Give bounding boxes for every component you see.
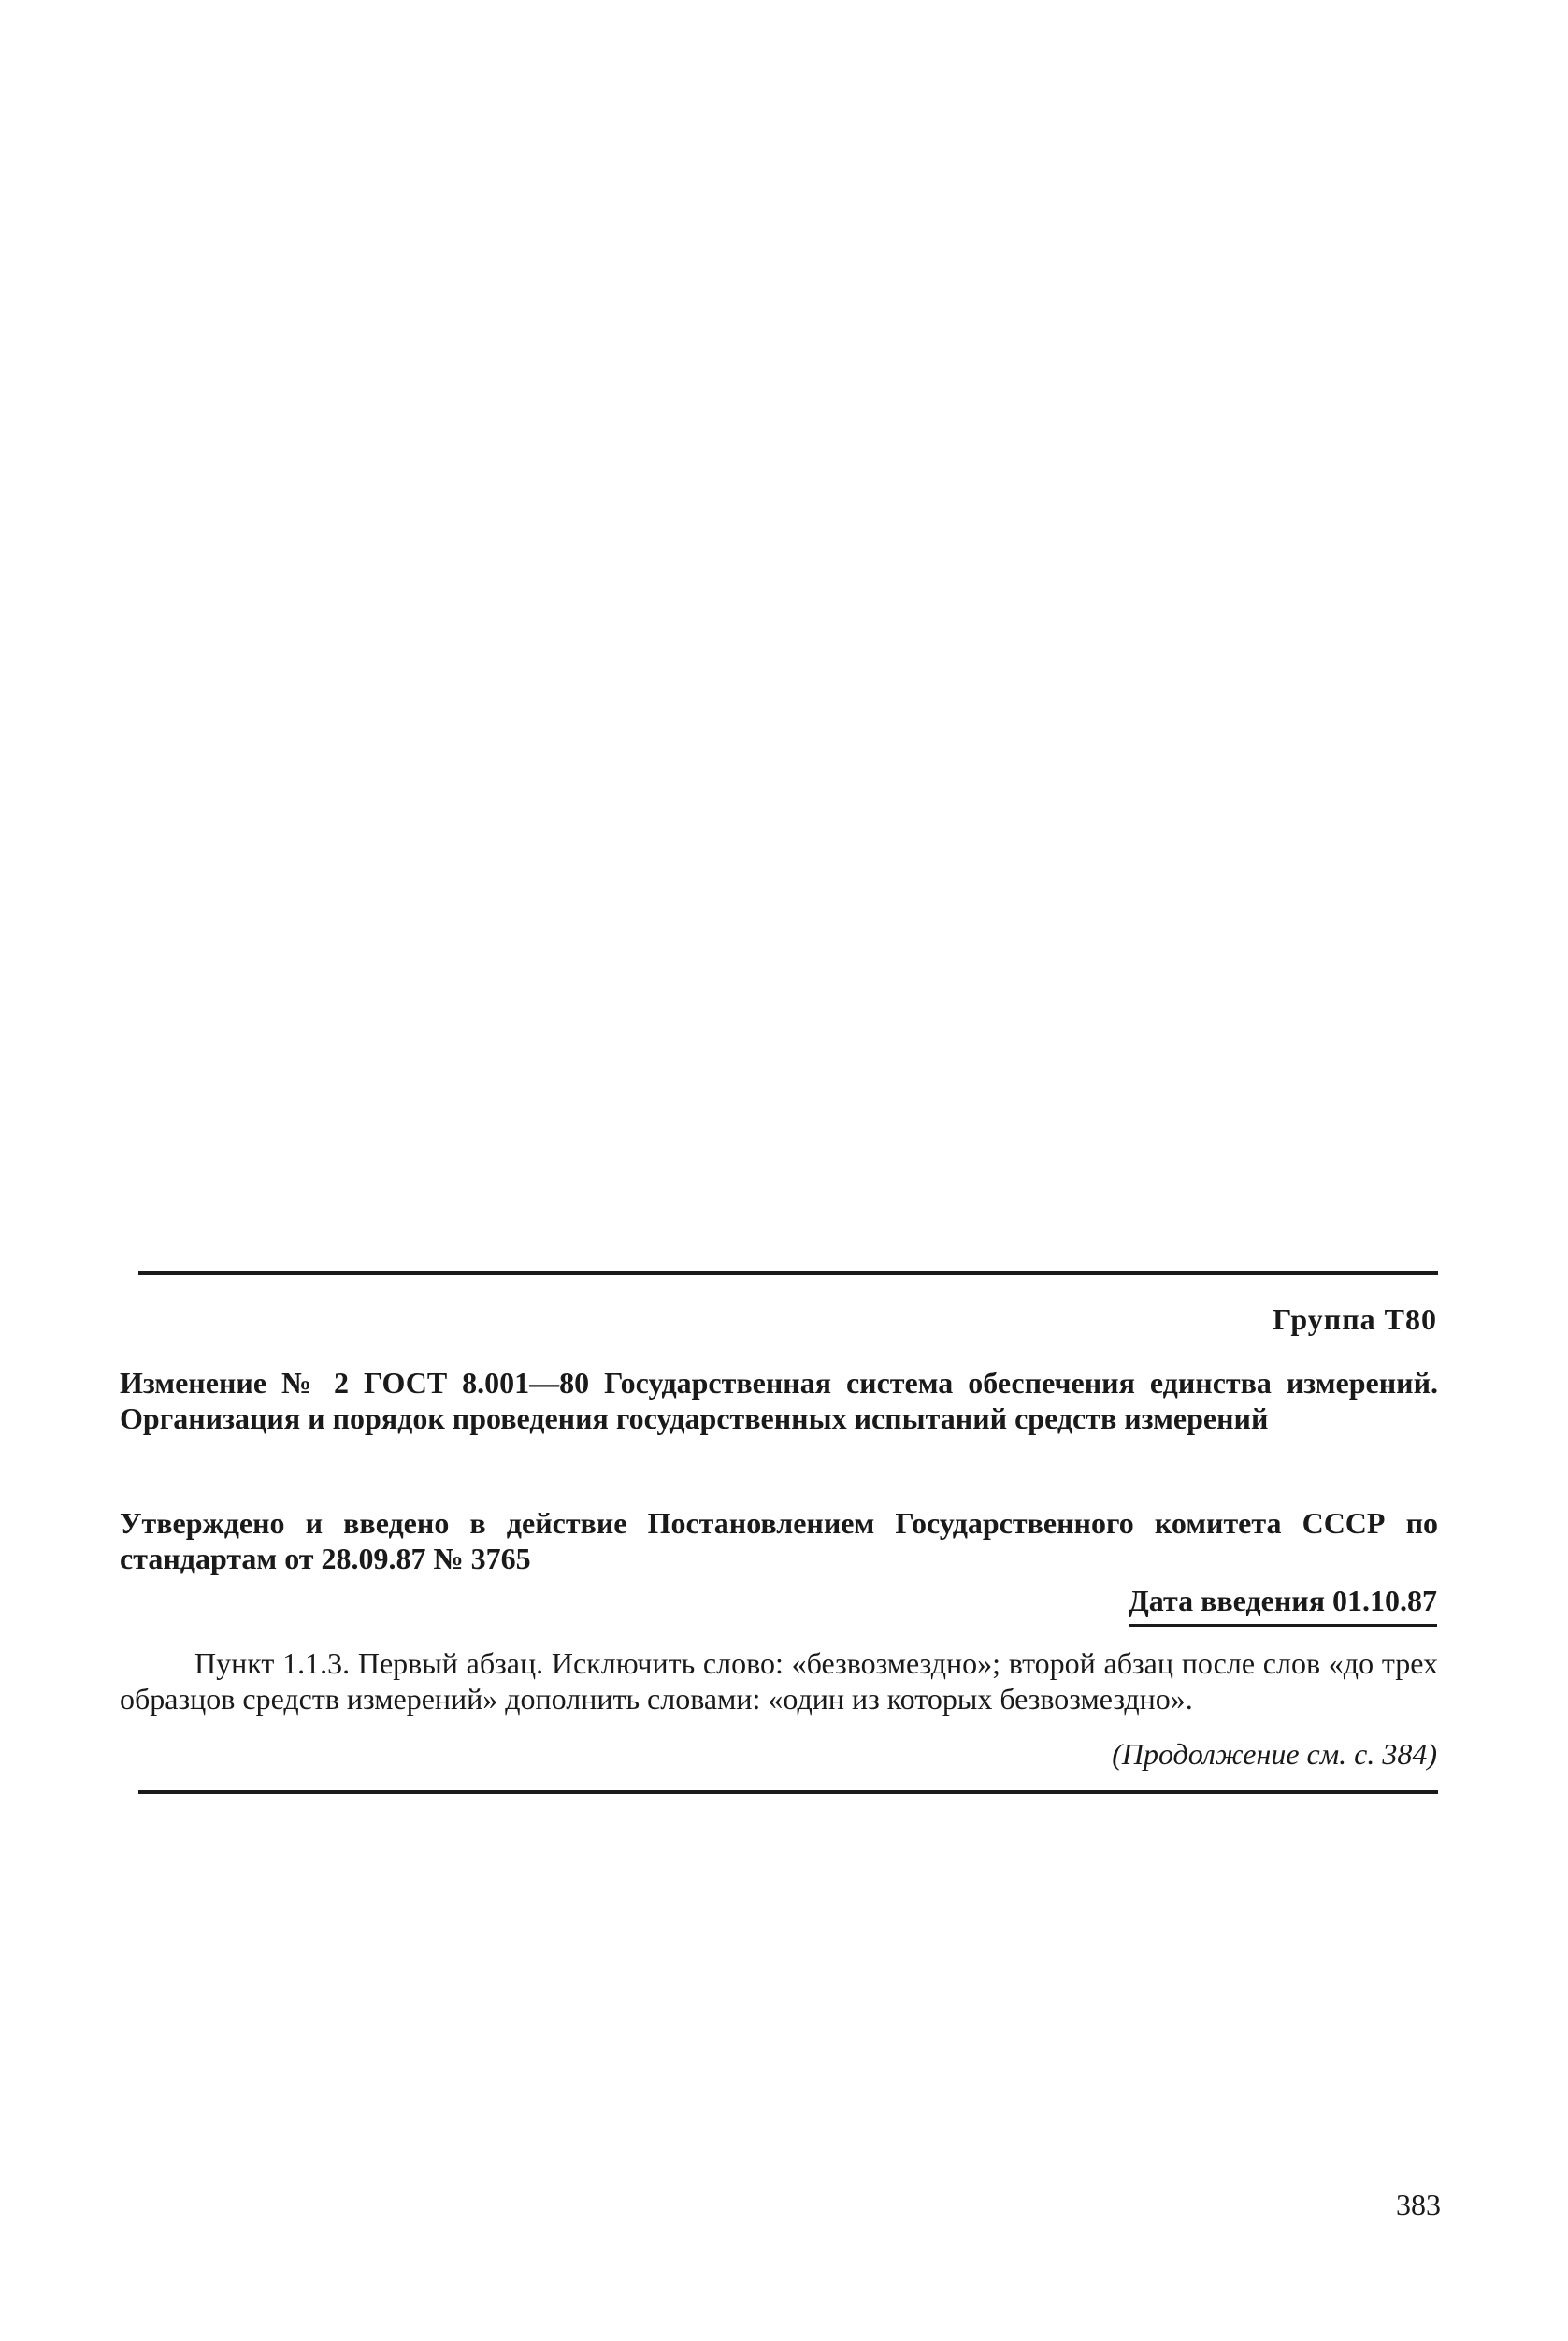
- group-label: Группа Т80: [1273, 1302, 1437, 1336]
- approval-text: Утверждено и введено в действие Постановлением Государственного комитета СССР по стандартам от 28.09.87 № 3765: [120, 1506, 1438, 1575]
- bottom-divider: [138, 1790, 1438, 1794]
- amendment-paragraph: Пункт 1.1.3. Первый абзац. Исключить слово: «безвозмездно»; второй абзац после слов «до трех образцов средств измерений» дополнить словами: «один из которых безвозмездно».: [120, 1646, 1438, 1716]
- page-number: 383: [1396, 2188, 1441, 2221]
- amendment-title: Изменение № 2 ГОСТ 8.001—80 Государственная система обеспечения единства измерений. Организация и порядок проведения государственных испытаний средств измерений: [120, 1366, 1438, 1435]
- introduction-date: Дата введения 01.10.87: [1129, 1584, 1437, 1627]
- top-divider: [138, 1271, 1438, 1275]
- continuation-note: (Продолжение см. с. 384): [1112, 1737, 1437, 1771]
